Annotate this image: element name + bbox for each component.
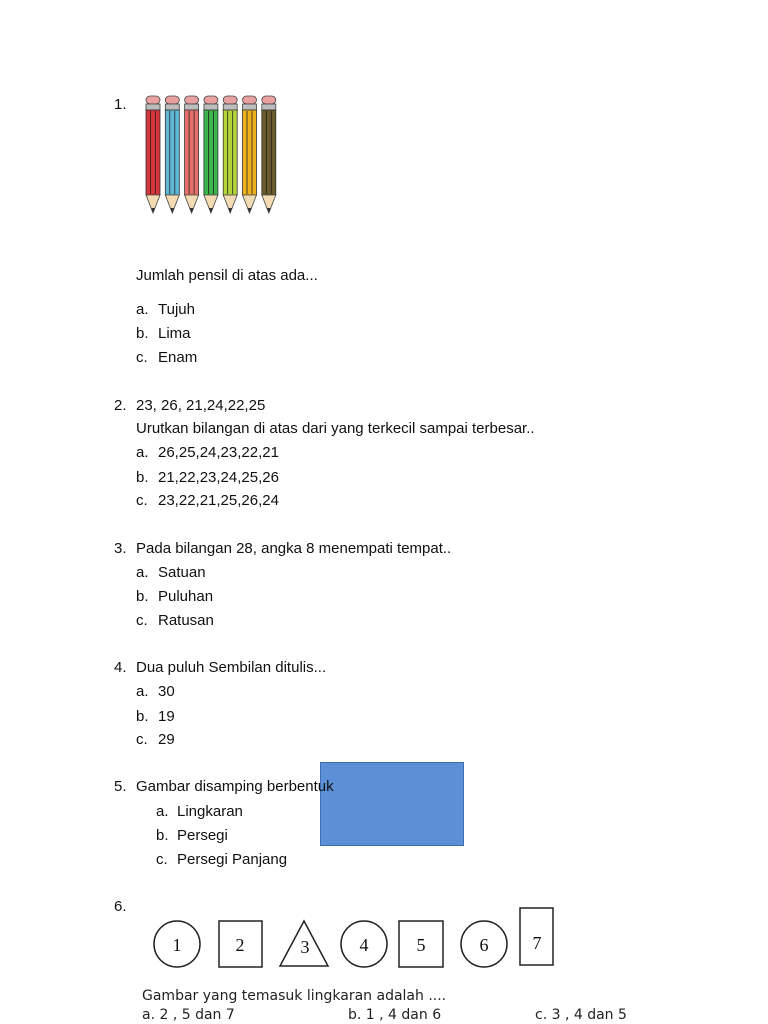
q4-number: 4. [114, 659, 127, 676]
pencil-icon [204, 96, 218, 213]
shape-7-label: 7 [532, 933, 542, 953]
pencil-icon [223, 96, 237, 213]
pencil-icon [243, 96, 257, 213]
q1-option-a: Tujuh [158, 301, 195, 318]
q6-number: 6. [114, 898, 127, 915]
q3-option-b-letter: b. [136, 588, 149, 605]
shape-3-label: 3 [300, 937, 310, 957]
q2-option-a: 26,25,24,23,22,21 [158, 444, 279, 461]
q3-option-c: Ratusan [158, 612, 214, 629]
q4-option-c-letter: c. [136, 731, 148, 748]
q2-option-c: 23,22,21,25,26,24 [158, 492, 279, 509]
q4-option-a: 30 [158, 683, 175, 700]
shape-4-label: 4 [359, 935, 369, 955]
q5-option-a: Lingkaran [177, 803, 243, 820]
q4-option-c: 29 [158, 731, 175, 748]
q4-question: Dua puluh Sembilan ditulis... [136, 659, 327, 676]
q1-option-b-letter: b. [136, 325, 149, 342]
q3-option-a: Satuan [158, 564, 206, 581]
q1-question: Jumlah pensil di atas ada... [136, 267, 318, 284]
q1-number: 1. [114, 96, 127, 113]
shape-2-label: 2 [235, 935, 245, 955]
q5-option-c: Persegi Panjang [177, 851, 288, 868]
pencil-icon [185, 96, 199, 213]
q5-number: 5. [114, 778, 127, 795]
q5-option-b-letter: b. [156, 827, 169, 844]
shape-1-label: 1 [172, 935, 182, 955]
q5-option-a-letter: a. [156, 803, 169, 820]
q4-option-b-letter: b. [136, 708, 149, 725]
q3-option-c-letter: c. [136, 612, 148, 629]
q5-option-b: Persegi [177, 827, 228, 844]
q3-question: Pada bilangan 28, angka 8 menempati tempat.. [136, 540, 452, 557]
pencil-icon [262, 96, 276, 213]
q1-option-c-letter: c. [136, 349, 148, 366]
pencil-icon [165, 96, 179, 213]
numbered-shapes-image [150, 905, 560, 971]
q6-option-a: a. 2 , 5 dan 7 [142, 1007, 235, 1023]
q2-question: Urutkan bilangan di atas dari yang terkecil sampai terbesar.. [136, 420, 535, 437]
q5-option-c-letter: c. [156, 851, 168, 868]
shape-5-label: 5 [416, 935, 426, 955]
rectangle-shape [320, 762, 464, 846]
q3-option-b: Puluhan [158, 588, 214, 605]
q1-option-b: Lima [158, 325, 191, 342]
q1-option-a-letter: a. [136, 301, 149, 318]
q3-number: 3. [114, 540, 127, 557]
q2-option-c-letter: c. [136, 492, 148, 509]
pencils-image [142, 95, 278, 219]
q4-option-b: 19 [158, 708, 175, 725]
q6-option-c: c. 3 , 4 dan 5 [535, 1007, 627, 1023]
q1-option-c: Enam [158, 349, 198, 366]
q2-numbers: 23, 26, 21,24,22,25 [136, 397, 266, 414]
q3-option-a-letter: a. [136, 564, 149, 581]
q5-question: Gambar disamping berbentuk [136, 778, 334, 795]
q6-option-b: b. 1 , 4 dan 6 [348, 1007, 442, 1023]
q2-option-b: 21,22,23,24,25,26 [158, 469, 279, 486]
q4-option-a-letter: a. [136, 683, 149, 700]
pencil-icon [146, 96, 160, 213]
q6-question: Gambar yang temasuk lingkaran adalah .... [142, 988, 447, 1004]
q2-option-b-letter: b. [136, 469, 149, 486]
q2-option-a-letter: a. [136, 444, 149, 461]
q2-number: 2. [114, 397, 127, 414]
shape-6-label: 6 [479, 935, 489, 955]
